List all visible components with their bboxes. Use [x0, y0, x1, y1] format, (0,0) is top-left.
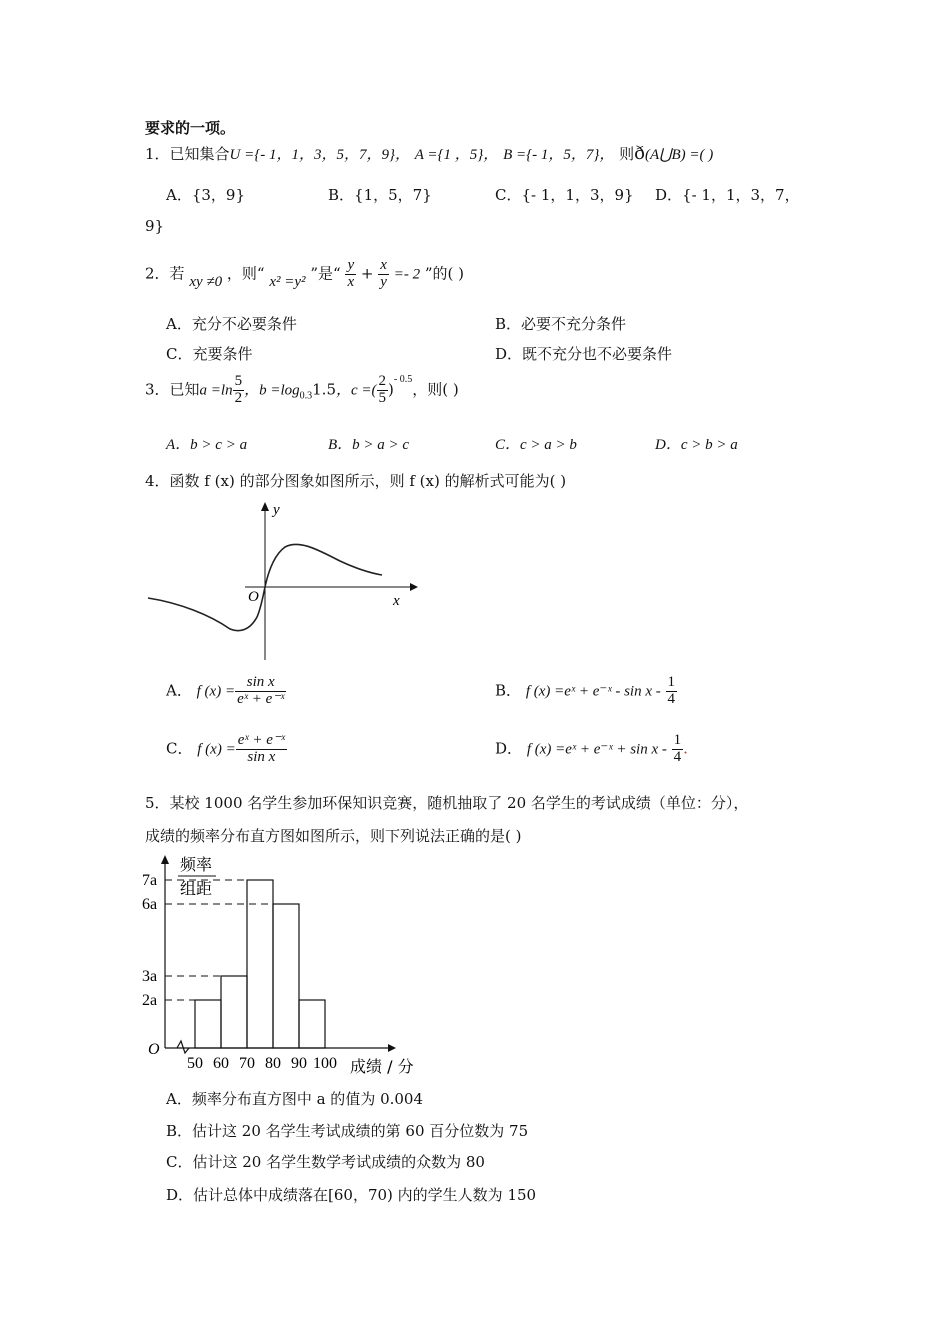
histogram-x-tick-label: 80	[265, 1055, 281, 1072]
q4-option-b-frac-den: 4	[667, 690, 676, 707]
histogram-y-tick-label: 3a	[142, 968, 158, 985]
q4-option-d-tail: .	[683, 739, 688, 758]
q4-option-c	[166, 733, 287, 766]
q3-frac-2-over-5: $\frac{2}{5}$	[378, 373, 387, 406]
q1-option-d-cont: 9}	[145, 217, 165, 235]
histogram-ylabel-bottom: 组距	[180, 879, 213, 898]
q4-option-b-expr: f (x) =eˣ + e⁻ˣ - sin x -	[525, 683, 661, 700]
q1-prefix: 1．已知集合	[145, 145, 230, 163]
q5-option-d: D．估计总体中成绩落在[60，70) 内的学生人数为 150	[166, 1186, 537, 1204]
q4-option-b-frac-num: 1	[667, 674, 676, 690]
histogram-x-tick-label: 90	[291, 1055, 307, 1072]
q5-stem-line2: 成绩的频率分布直方图如图所示，则下列说法正确的是( )	[145, 827, 522, 845]
q5-histogram	[140, 850, 430, 1080]
q4-x-arrow	[410, 583, 418, 591]
q2-option-c: C．充要条件	[166, 345, 253, 363]
histogram-y-tick-label: 6a	[142, 896, 158, 913]
q4-option-a-label: A．	[166, 681, 192, 700]
histogram-x-tick-label: 100	[313, 1055, 337, 1072]
q4-option-c-num: eˣ + e⁻ˣ	[237, 732, 286, 748]
q4-option-c-label: C．	[166, 739, 193, 758]
q3-option-c: C．c > a > b	[495, 437, 577, 453]
q4-option-d-frac	[672, 733, 684, 766]
q1-u-set: U ={- 1，1，3，5，7，9}，	[229, 147, 410, 163]
q2-option-b: B．必要不充分条件	[495, 315, 627, 333]
q2-stem: 2．若 xy ≠0 ，则“ x² =y² ”是“ $\frac{y}{x}$ + $\frac{x}{y}$ =- 2 ”的( )	[145, 257, 465, 291]
histogram-xlabel: 成绩 / 分	[350, 1057, 414, 1076]
q2-condition: xy ≠0	[189, 274, 223, 291]
q1-option-c: C．{- 1，1，3，9}	[495, 186, 634, 204]
q2-mid1: ，则“	[226, 264, 265, 283]
q4-option-d	[495, 733, 688, 766]
q1-union: (A⋃B) =( )	[645, 147, 714, 163]
q2-eq1: x² =y²	[269, 274, 306, 291]
q4-function-graph	[140, 495, 430, 665]
q5-stem-line1: 5．某校 1000 名学生参加环保知识竞赛，随机抽取了 20 名学生的考试成绩（单位：分），	[145, 794, 749, 812]
q3-frac-5-over-2: $\frac{5}{2}$	[234, 373, 243, 406]
q4-option-c-lhs: f (x) =	[197, 741, 236, 758]
q4-y-arrow	[261, 502, 269, 511]
histogram-origin-label: O	[148, 1041, 160, 1058]
q5-option-c: C．估计这 20 名学生数学考试成绩的众数为 80	[166, 1153, 485, 1171]
histogram-x-arrow	[388, 1044, 396, 1052]
histogram-y-tick-label: 7a	[142, 872, 158, 889]
q4-option-a-den: eˣ + e⁻ˣ	[237, 690, 285, 707]
histogram-x-tick-label: 50	[187, 1055, 203, 1072]
q3-b-value: 1.5	[312, 380, 336, 399]
histogram-bar	[221, 976, 247, 1048]
q4-option-c-frac	[236, 733, 287, 766]
histogram-x-tick-label: 70	[239, 1055, 255, 1072]
q1-b-set: B ={- 1，5，7}，	[503, 147, 615, 163]
q2-frac-x-over-y: $\frac{x}{y}$	[380, 257, 387, 290]
q1-option-d: D．{- 1，1，3，7，	[655, 186, 800, 204]
q4-stem: 4．函数 f (x) 的部分图象如图所示，则 f (x) 的解析式可能为( )	[145, 472, 567, 490]
q5-option-a: A．频率分布直方图中 a 的值为 0.004	[166, 1090, 424, 1108]
q3-option-b: B．b > a > c	[328, 437, 410, 453]
q2-prefix: 2．若	[145, 264, 185, 283]
q4-option-a-frac	[235, 675, 286, 708]
histogram-bar	[273, 904, 299, 1048]
q4-option-b-frac	[666, 675, 678, 708]
histogram-bar	[195, 1000, 221, 1048]
q4-option-c-den: sin x	[247, 748, 276, 765]
q2-eq2-tail: =- 2	[393, 266, 421, 283]
q3-b-base: 0.3	[299, 390, 313, 402]
q1-tail: 则	[619, 145, 635, 163]
q2-option-a: A．充分不必要条件	[166, 315, 297, 333]
q3-option-a: A．b > c > a	[166, 437, 248, 453]
histogram-bar	[299, 1000, 325, 1048]
q3-a-def: a =ln	[199, 382, 233, 399]
q4-option-b-label: B．	[495, 681, 522, 700]
q4-option-a-num: sin x	[235, 675, 286, 692]
q2-frac-y-over-x: $\frac{y}{x}$	[347, 257, 355, 290]
q3-c-def: ，c =(	[336, 382, 377, 399]
q3-prefix: 3．已知	[145, 380, 200, 399]
histogram-ylabel-top: 频率	[180, 855, 213, 874]
q4-y-label: y	[273, 502, 280, 518]
q1-option-b: B．{1，5，7}	[328, 186, 432, 204]
q4-option-d-expr: f (x) =eˣ + e⁻ˣ + sin x -	[526, 741, 667, 758]
q4-option-d-label: D．	[495, 739, 523, 758]
q3-c-exponent: - 0.5	[393, 374, 413, 386]
section-header: 要求的一项。	[145, 119, 236, 137]
q4-option-d-frac-den: 4	[673, 748, 682, 765]
histogram-y-arrow	[161, 855, 169, 864]
q4-option-b	[495, 675, 677, 708]
q1-complement-symbol: ð	[634, 143, 645, 164]
q1-stem	[145, 143, 713, 164]
q4-origin-label: O	[248, 589, 259, 605]
q5-option-b: B．估计这 20 名学生考试成绩的第 60 百分位数为 75	[166, 1122, 529, 1140]
q3-stem: 3．已知a =ln $\frac{5}{2}$ ，$b =\log_{0.3}1.5$，c =( $\frac{2}{5}$ )$^{- 0.5}$，则( )	[145, 373, 459, 406]
histogram-y-tick-label: 2a	[142, 992, 158, 1009]
q3-tail: ，则( )	[412, 380, 459, 399]
q3-b-def: ，b =log	[244, 382, 300, 399]
q1-a-set: A ={1 ，5}，	[414, 147, 499, 163]
q2-option-d: D．既不充分也不必要条件	[495, 345, 673, 363]
q4-option-a	[166, 675, 286, 708]
histogram-bar	[247, 880, 273, 1048]
q4-option-a-lhs: f (x) =	[196, 683, 236, 700]
histogram-x-tick-label: 60	[213, 1055, 229, 1072]
histogram-axis-break	[177, 1041, 189, 1053]
q3-option-d: D．c > b > a	[655, 437, 738, 453]
q4-x-label: x	[393, 593, 400, 609]
q1-option-a: A．{3，9}	[166, 186, 246, 204]
q2-mid2: ”是“	[310, 264, 341, 283]
q2-mid3: ”的( )	[424, 264, 465, 283]
q4-option-d-frac-num: 1	[673, 732, 682, 748]
